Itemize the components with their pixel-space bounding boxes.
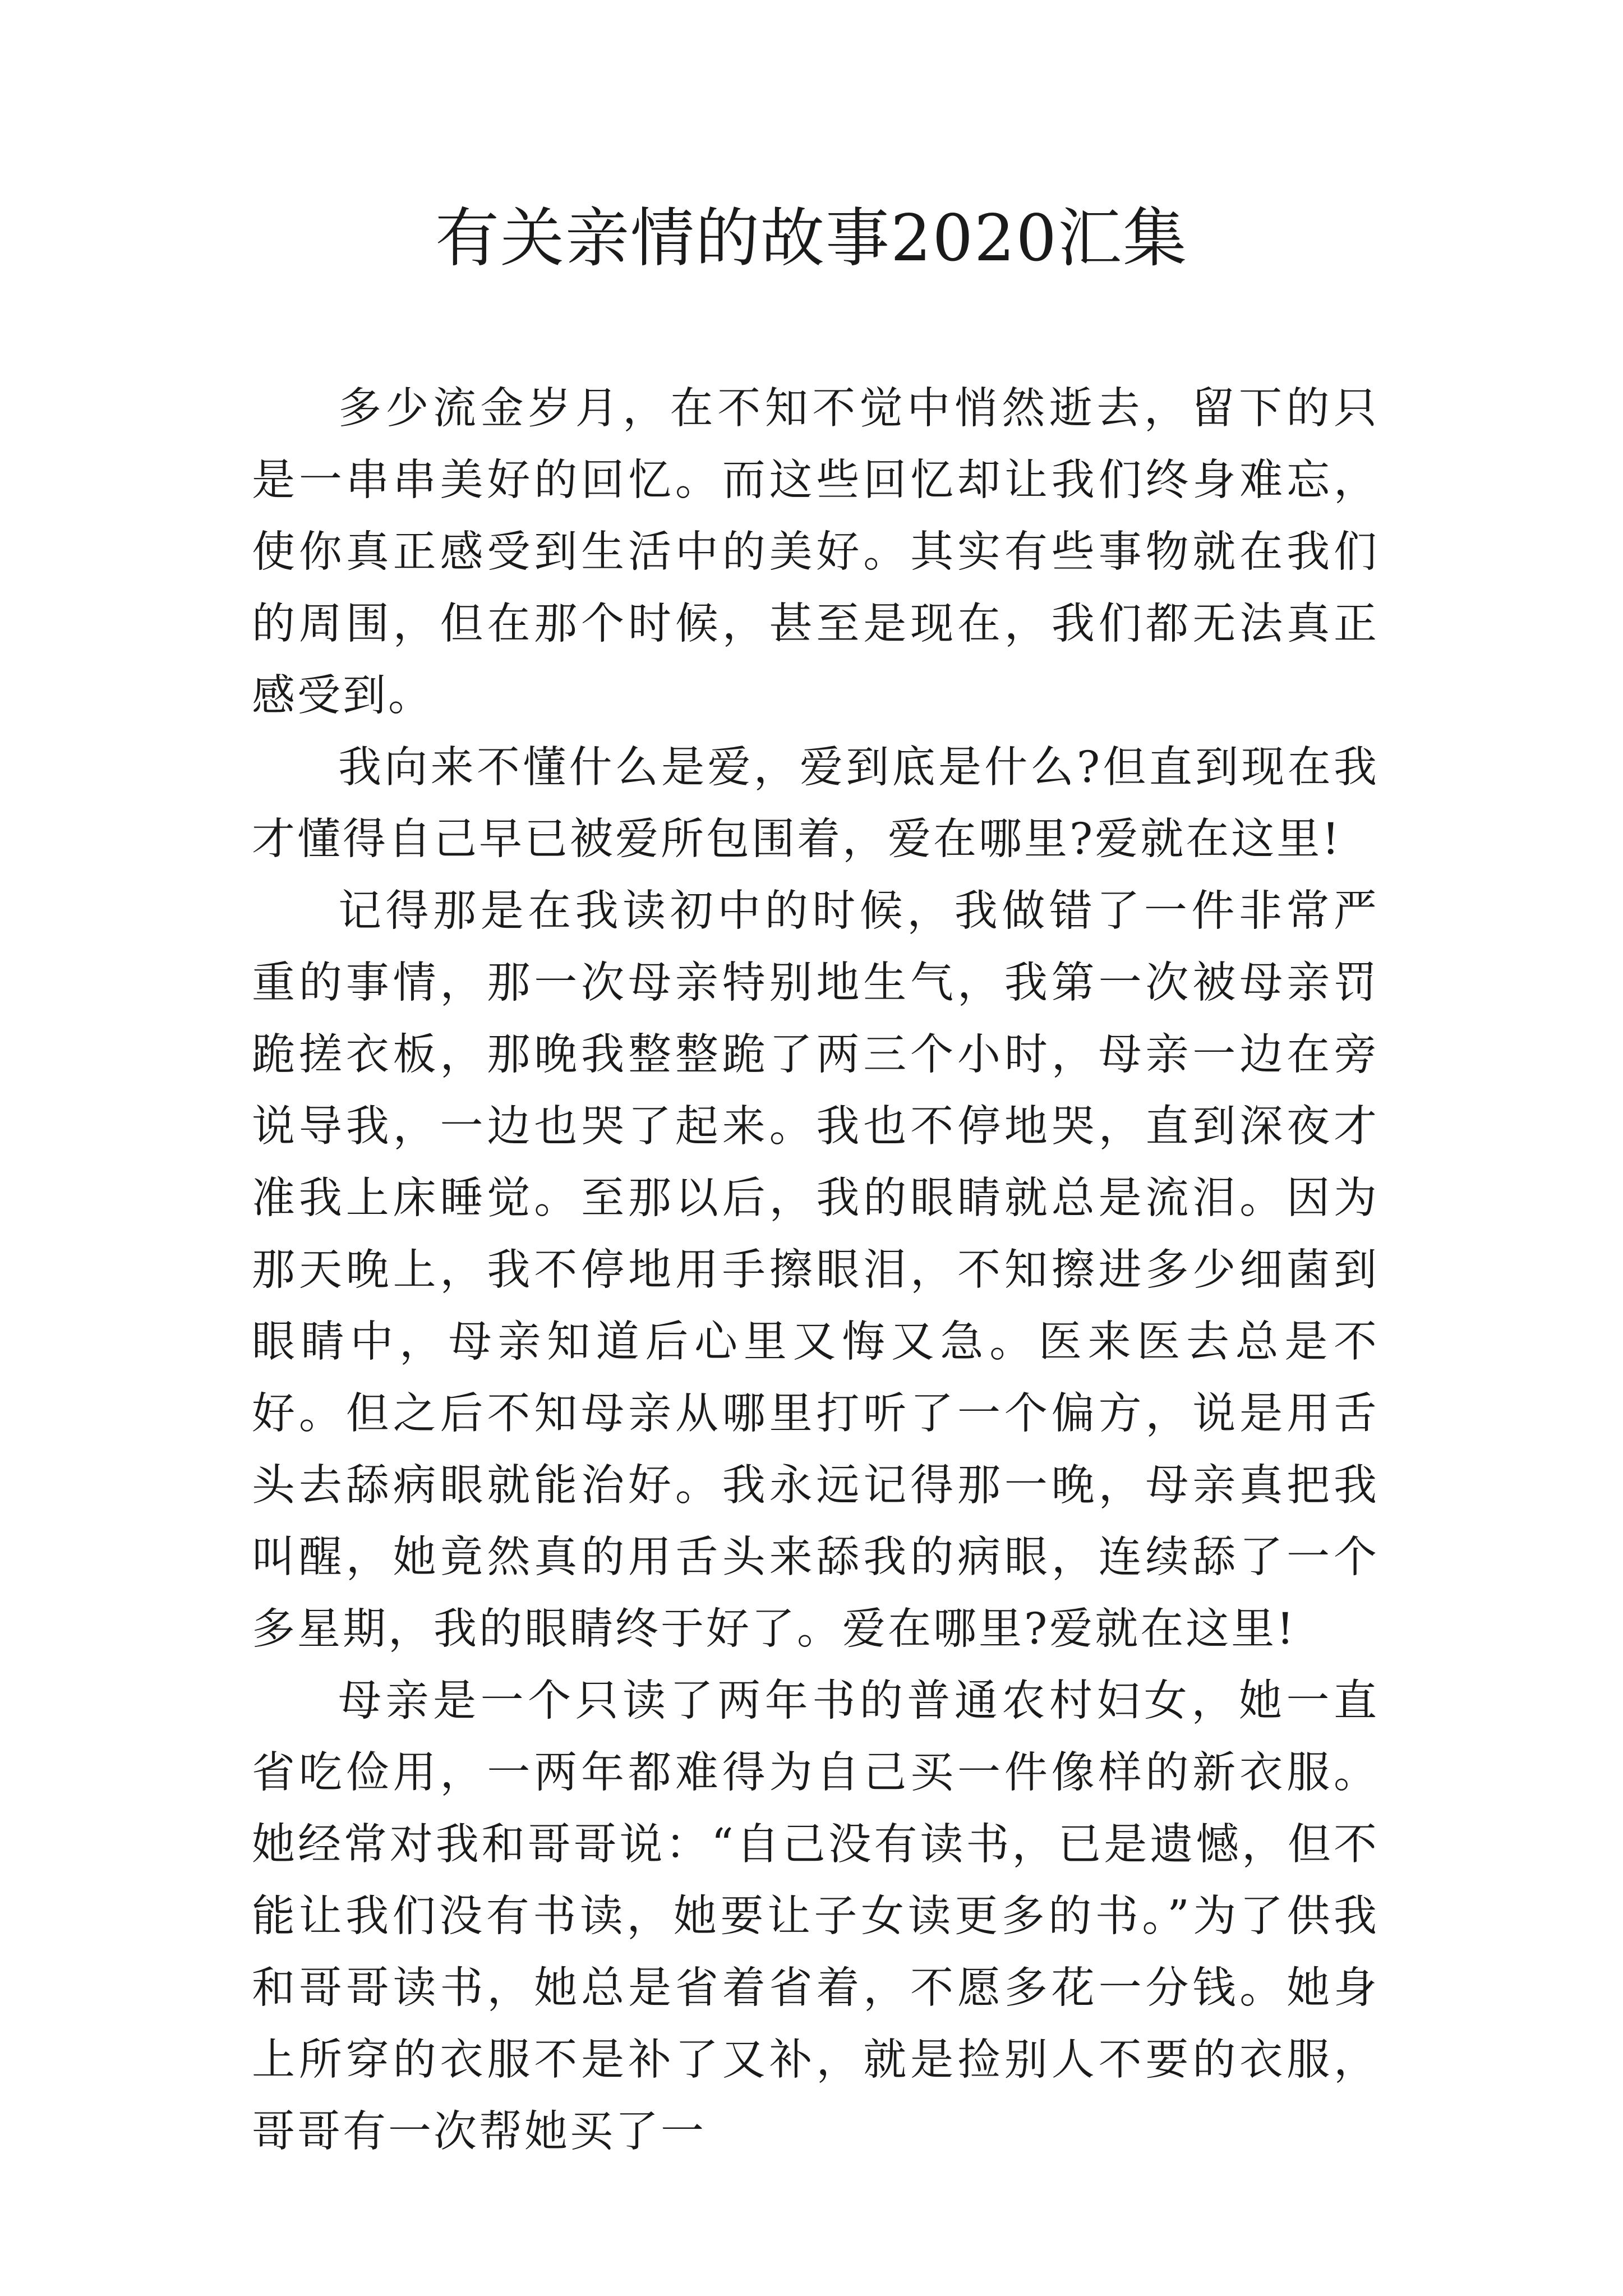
- paragraph-3: 记得那是在我读初中的时候，我做错了一件非常严重的事情，那一次母亲特别地生气，我第一次被母亲罚跪搓衣板，那晚我整整跪了两三个小时，母亲一边在旁说导我，一边也哭了起来。我也不停地哭，直到深夜才准我上床睡觉。至那以后，我的眼睛就总是流泪。因为那天晚上，我不停地用手擦眼泪，不知擦进多少细菌到眼睛中，母亲知道后心里又悔又急。医来医去总是不好。但之后不知母亲从哪里打听了一个偏方，说是用舌头去舔病眼就能治好。我永远记得那一晚，母亲真把我叫醒，她竟然真的用舌头来舔我的病眼，连续舔了一个多星期，我的眼睛终于好了。爱在哪里?爱就在这里!: [252, 886, 1379, 1654]
- document-title: 有关亲情的故事2020汇集: [435, 201, 1188, 275]
- document-body: [252, 373, 1379, 2168]
- paragraph-4: 母亲是一个只读了两年书的普通农村妇女，她一直省吃俭用，一两年都难得为自己买一件像样的新衣服。她经常对我和哥哥说：“自己没有读书，已是遗憾，但不能让我们没有书读，她要让子女读更多的书。”为了供我和哥哥读书，她总是省着省着，不愿多花一分钱。她身上所穿的衣服不是补了又补，就是捡别人不要的衣服，哥哥有一次帮她买了一: [252, 1676, 1379, 2157]
- paragraph-2: 我向来不懂什么是爱，爱到底是什么?但直到现在我才懂得自己早已被爱所包围着，爱在哪里?爱就在这里!: [252, 743, 1379, 864]
- paragraph-1: 多少流金岁月，在不知不觉中悄然逝去，留下的只是一串串美好的回忆。而这些回忆却让我们终身难忘，使你真正感受到生活中的美好。其实有些事物就在我们的周围，但在那个时候，甚至是现在，我们都无法真正感受到。: [252, 384, 1379, 721]
